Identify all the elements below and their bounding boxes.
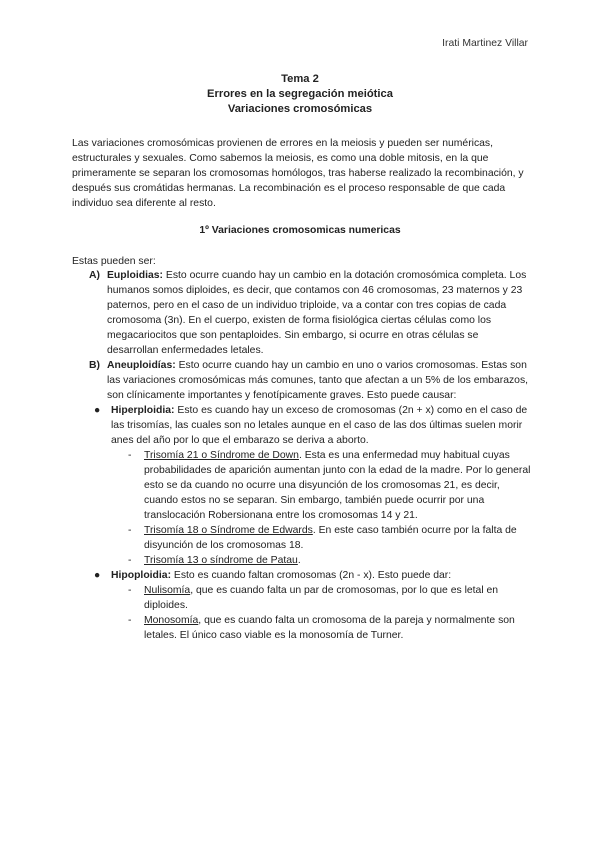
item-term: Aneuploidías:: [107, 360, 176, 371]
dash-icon: -: [128, 555, 132, 566]
dash-icon: -: [128, 615, 132, 626]
sub-list: [72, 448, 532, 568]
bullet-icon: ●: [94, 405, 101, 416]
sub-item-link[interactable]: Nulisomía: [144, 585, 191, 596]
bullet-text: Esto es cuando hay un exceso de cromosomas (2n + x) como en el caso de las trisomías, las cuales son no letales aunque en el caso de las dos últimas suelen morir anes del año por lo que el embarazo se deriva a aborto.: [111, 405, 528, 446]
main-title: Errores en la segregación meiótica: [207, 88, 393, 100]
item-text: Esto ocurre cuando hay un cambio en uno o varios cromosomas. Estas son las variaciones cromosómicas más comunes, tanto que afectan a un 5% de los embarazos, son clínicamente importantes y fenotípicamente graves. Esto puede causar:: [107, 360, 529, 401]
sub-item-trisomia-18: [72, 523, 532, 553]
sub-item-nulisomia: [72, 583, 532, 613]
sub-item-link[interactable]: Trisomía 13 o síndrome de Patau: [144, 555, 298, 566]
bullet-term: Hipoploidia:: [111, 570, 172, 581]
bullet-hiperploidia: [72, 403, 532, 448]
bullet-text: Esto es cuando faltan cromosomas (2n - x). Esto puede dar:: [171, 570, 452, 581]
sub-item-text: . En este caso también ocurre por la falta de disyunción de los cromosomas 18.: [144, 525, 517, 551]
sub-item-link[interactable]: Trisomía 21 o Síndrome de Down: [144, 450, 299, 461]
author-name: Irati Martinez Villar: [442, 38, 528, 49]
dash-icon: -: [128, 450, 132, 461]
sub-item-link[interactable]: Trisomía 18 o Síndrome de Edwards: [144, 525, 313, 536]
intro-paragraph: Las variaciones cromosómicas provienen de errores en la meiosis y pueden ser numéricas, estructurales y sexuales. Como sabemos la meiosis, es como una doble mitosis, en la que primeramente se separan los cromosomas homólogos, tras haberse realizado la recombinación, y después sus cromátidas hermanas. La recombinación es el proceso responsable de que cada individuo sea diferente al resto.: [72, 138, 524, 209]
bullet-list: [72, 403, 532, 448]
sub-item-link[interactable]: Monosomía: [144, 615, 199, 626]
sub-item-trisomia-21: [72, 448, 532, 523]
sub-item-text: .: [297, 555, 301, 566]
bullet-icon: ●: [94, 570, 101, 581]
dash-icon: -: [128, 585, 132, 596]
dash-icon: -: [128, 525, 132, 536]
item-term: Euploidias:: [107, 270, 163, 281]
bullet-hipoploidia: [72, 568, 532, 583]
subtitle: Variaciones cromosómicas: [227, 103, 373, 115]
list-item-euploidias: [72, 268, 532, 358]
list-item-aneuploidias: [72, 358, 532, 403]
bullet-list: [72, 568, 532, 583]
variation-list: [72, 268, 532, 643]
title-block: [0, 72, 600, 117]
section-heading: 1º Variaciones cromosomicas numericas: [199, 225, 401, 236]
sub-item-text: . Esta es una enfermedad muy habitual cuyas probabilidades de aparición aumentan junto con la edad de la madre. Por lo general esto se da cuando no ocurre una disyunción de los cromosomas 21, es decir, cuando estos no se separan. Sin embargo, también puede ocurrir por una translocación Robersionana entre los cromosomas 14 y 21.: [144, 450, 531, 521]
topic-title: Tema 2: [281, 73, 319, 85]
item-text: Esto ocurre cuando hay un cambio en la dotación cromosómica completa. Los humanos somos diploides, es decir, que contamos con 46 cromosomas, 23 maternos y 23 paternos, pero en el caso de un individuo triploide, va a contar con tres copias de cada cromosoma (3n). En el cuerpo, existen de forma fisiológica ciertas células como los megacariocitos que son pentaploides. Sin embargo, si ocurre en otras células se desarrollan enfermedades letales.: [107, 270, 527, 356]
sub-item-monosomia: [72, 613, 532, 643]
sub-item-text: , que es cuando falta un cromosoma de la pareja y normalmente son letales. El único caso viable es la monosomía de Turner.: [144, 615, 515, 641]
bullet-term: Hiperploidia:: [111, 405, 175, 416]
sub-item-trisomia-13: [72, 553, 532, 568]
item-letter: A): [89, 270, 100, 281]
lead-text: Estas pueden ser:: [72, 256, 156, 267]
sub-item-text: , que es cuando falta un par de cromosomas, por lo que es letal en diploides.: [144, 585, 499, 611]
sub-list: [72, 583, 532, 643]
item-letter: B): [89, 360, 100, 371]
